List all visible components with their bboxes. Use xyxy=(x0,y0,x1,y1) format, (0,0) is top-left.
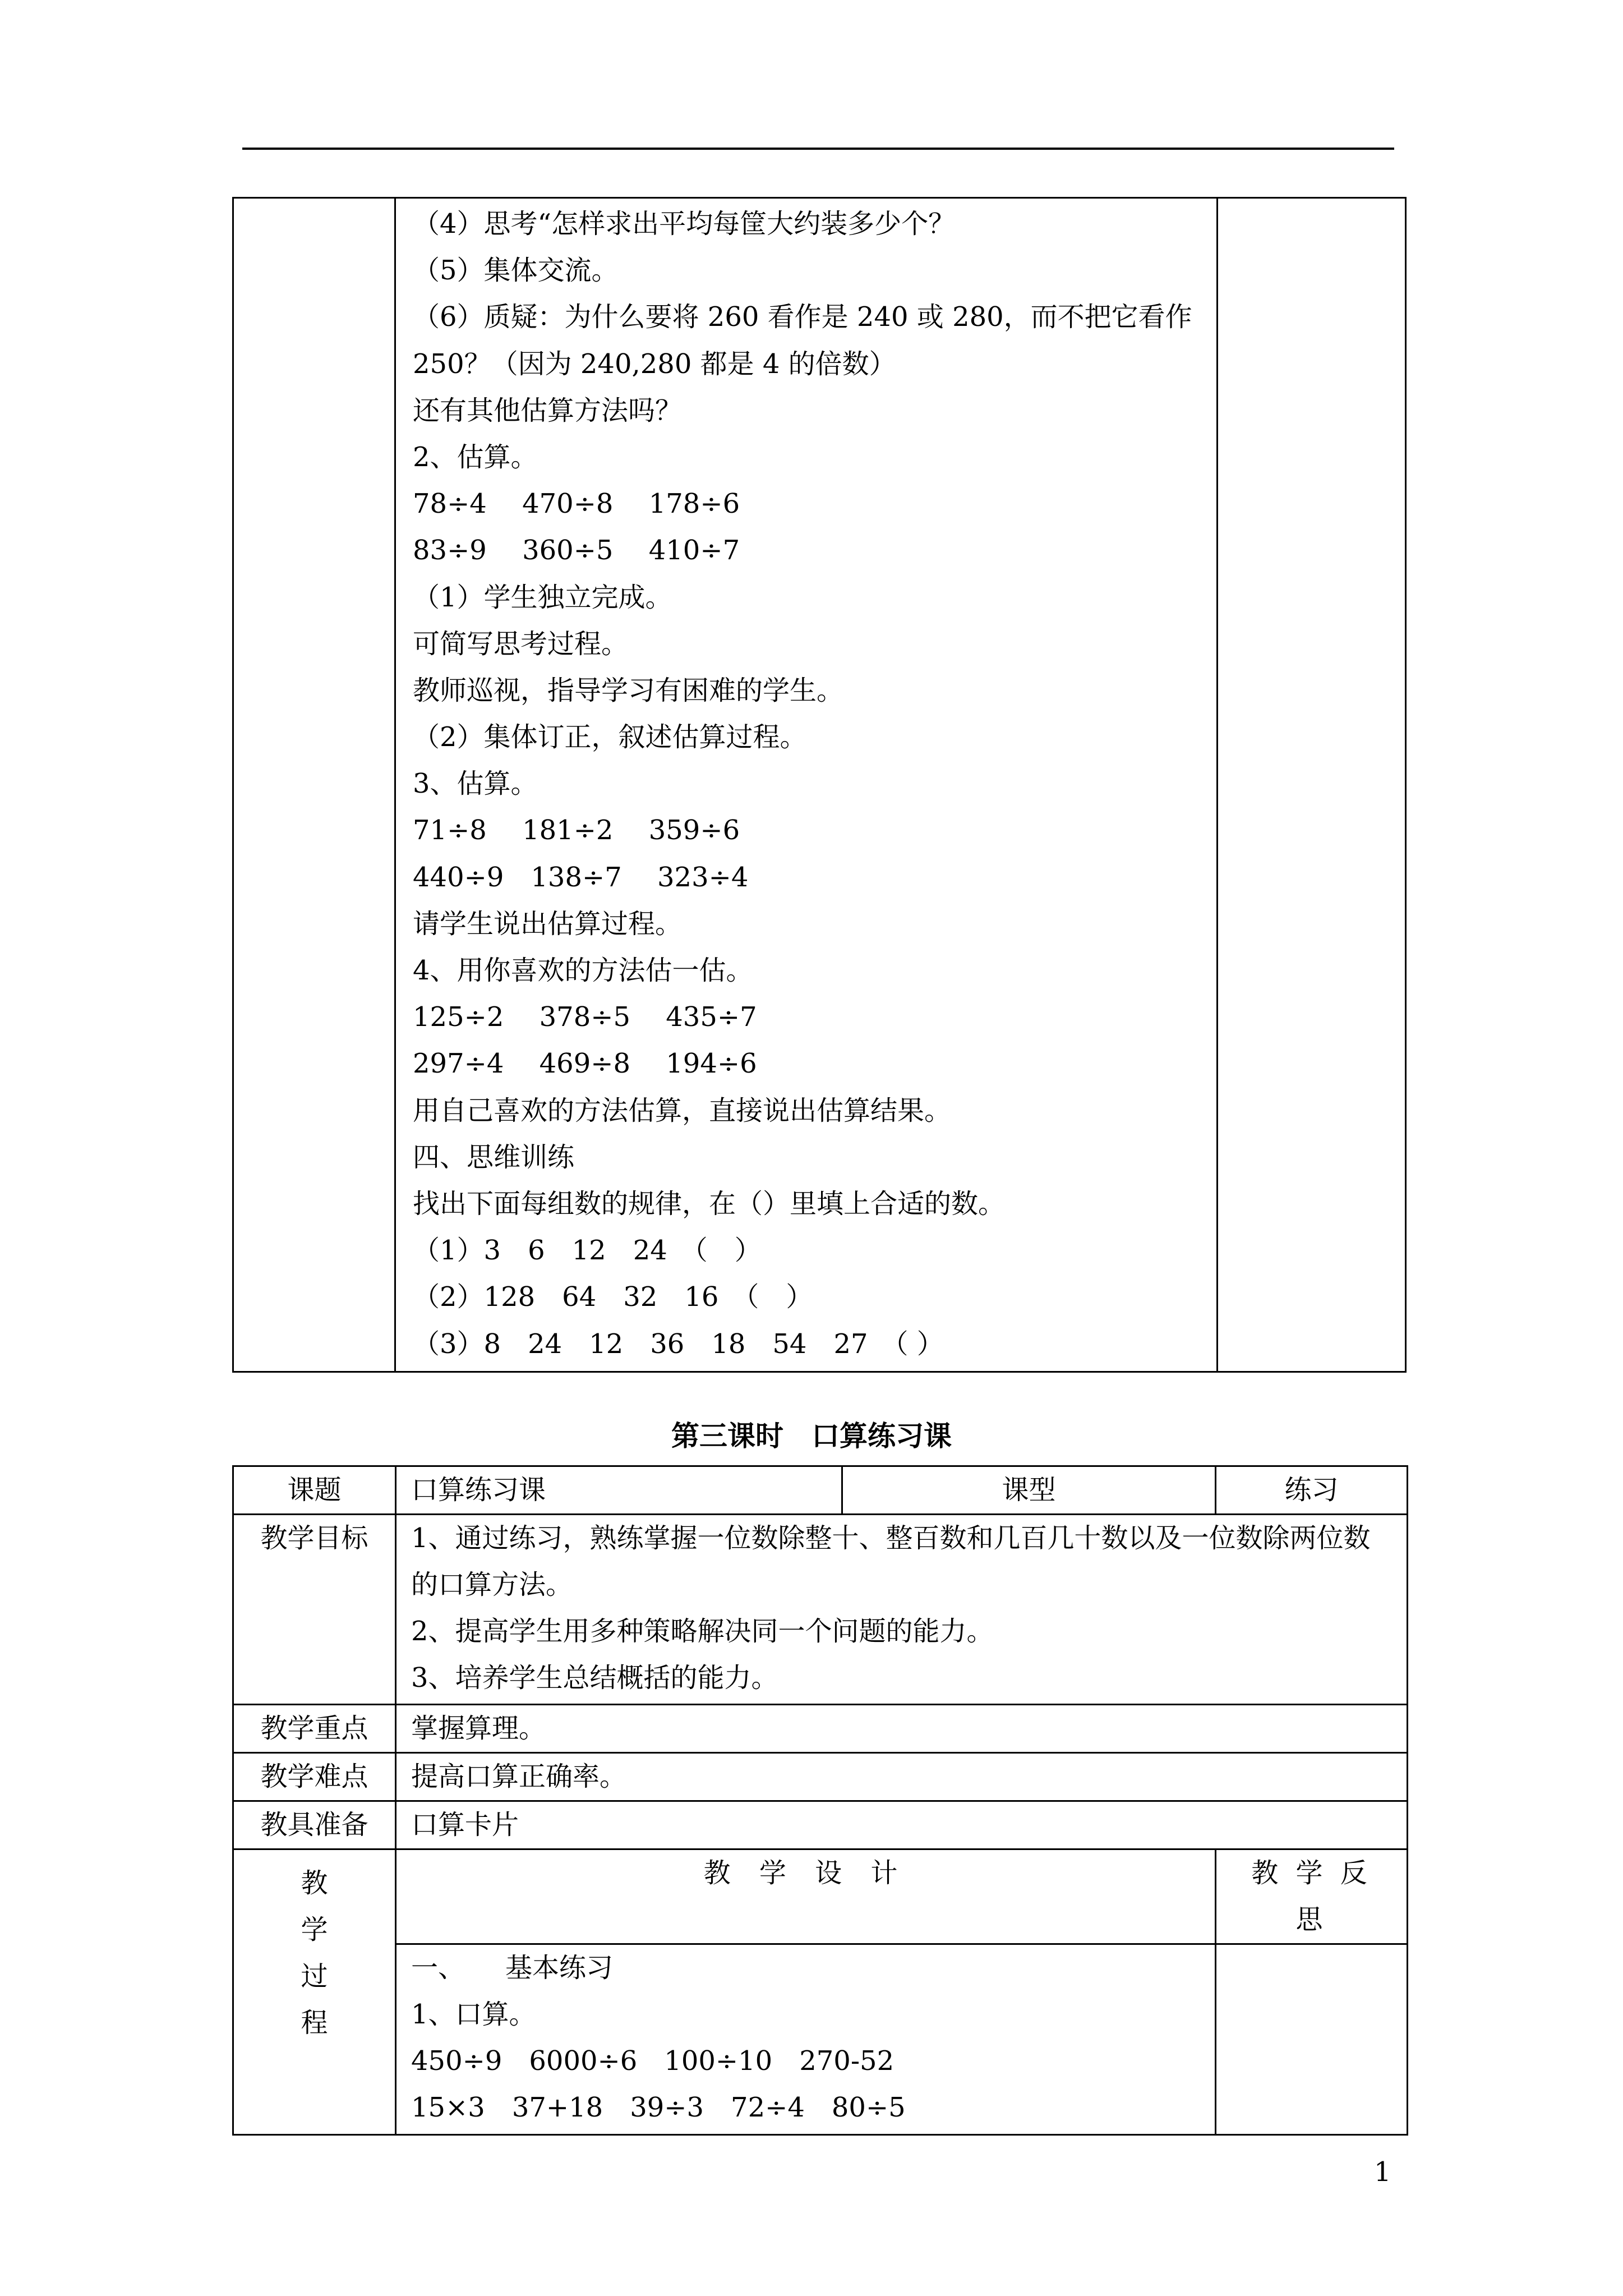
content-line: （4）思考“怎样求出平均每筐大约装多少个？ xyxy=(413,208,956,240)
process-line: 一、 基本练习 xyxy=(411,1952,614,1984)
table-divider-left xyxy=(394,199,396,1371)
process-line: 15×3 37+18 39÷3 72÷4 80÷5 xyxy=(411,2092,906,2123)
content-line: 可简写思考过程。 xyxy=(413,628,629,660)
content-line: 3、估算。 xyxy=(413,768,538,800)
table-row xyxy=(233,1515,1408,1705)
difficulty-value: 提高口算正确率。 xyxy=(396,1753,1408,1801)
content-line: 250？（因为 240,280 都是 4 的倍数） xyxy=(413,348,896,380)
process-label xyxy=(233,1849,396,2135)
content-line: 找出下面每组数的规律，在（）里填上合适的数。 xyxy=(413,1188,1006,1220)
content-line: （3）8 24 12 36 18 54 27 （ ） xyxy=(413,1328,944,1360)
process-label-char: 教 xyxy=(301,1867,328,1899)
table-row xyxy=(233,1466,1408,1515)
content-line: （2）集体订正，叙述估算过程。 xyxy=(413,721,807,753)
content-line: 83÷9 360÷5 410÷7 xyxy=(413,535,740,567)
key-label: 教学重点 xyxy=(233,1705,396,1753)
topic-label: 课题 xyxy=(233,1466,396,1515)
page-number: 1 xyxy=(1374,2156,1391,2188)
content-line: 四、思维训练 xyxy=(413,1141,575,1173)
table-row xyxy=(233,1944,1408,2135)
content-line: 440÷9 138÷7 323÷4 xyxy=(413,861,749,893)
table-divider-right xyxy=(1216,199,1218,1371)
content-line: 71÷8 181÷2 359÷6 xyxy=(413,815,740,846)
reflection-header: 教 学 反 思 xyxy=(1216,1849,1408,1944)
header-rule xyxy=(242,148,1394,150)
content-line: （1）学生独立完成。 xyxy=(413,581,672,613)
table-row xyxy=(233,1705,1408,1753)
type-label: 课型 xyxy=(842,1466,1216,1515)
goal-item: 1、通过练习，熟练掌握一位数除整十、整百数和几百几十数以及一位数除两位数的口算方法。 xyxy=(411,1522,1371,1600)
process-line: 450÷9 6000÷6 100÷10 270-52 xyxy=(411,2045,895,2077)
type-value: 练习 xyxy=(1216,1466,1408,1515)
process-label-char: 程 xyxy=(301,2007,328,2039)
table-row xyxy=(233,1849,1408,1944)
content-line: 2、估算。 xyxy=(413,441,538,473)
difficulty-label: 教学难点 xyxy=(233,1753,396,1801)
content-line: 78÷4 470÷8 178÷6 xyxy=(413,488,740,520)
content-line: （1）3 6 12 24 （ ） xyxy=(413,1235,762,1267)
table-row xyxy=(233,1801,1408,1849)
process-line: 1、口算。 xyxy=(411,1999,536,2030)
content-line: 297÷4 469÷8 194÷6 xyxy=(413,1048,757,1080)
prep-label: 教具准备 xyxy=(233,1801,396,1849)
table-row xyxy=(233,1753,1408,1801)
content-line: 请学生说出估算过程。 xyxy=(413,908,683,940)
content-line: （6）质疑：为什么要将 260 看作是 240 或 280，而不把它看作 xyxy=(413,301,1192,333)
design-header: 教 学 设 计 xyxy=(396,1849,1216,1944)
process-label-char: 过 xyxy=(301,1961,328,1992)
process-content xyxy=(396,1944,1216,2135)
content-line: （2）128 64 32 16 （ ） xyxy=(413,1281,813,1313)
content-line: （5）集体交流。 xyxy=(413,255,619,287)
lesson-plan-table xyxy=(232,1465,1408,2136)
content-line: 教师巡视，指导学习有困难的学生。 xyxy=(413,674,844,706)
prep-value: 口算卡片 xyxy=(396,1801,1408,1849)
key-value: 掌握算理。 xyxy=(396,1705,1408,1753)
continuation-content xyxy=(413,201,1198,1368)
content-line: 还有其他估算方法吗？ xyxy=(413,394,683,426)
content-line: 4、用你喜欢的方法估一估。 xyxy=(413,955,753,986)
topic-value: 口算练习课 xyxy=(396,1466,842,1515)
goal-item: 2、提高学生用多种策略解决同一个问题的能力。 xyxy=(411,1616,994,1647)
goal-item: 3、培养学生总结概括的能力。 xyxy=(411,1662,778,1694)
goals-label: 教学目标 xyxy=(233,1515,396,1705)
process-label-char: 学 xyxy=(301,1914,328,1945)
reflection-cell xyxy=(1216,1944,1408,2135)
content-line: 用自己喜欢的方法估算，直接说出估算结果。 xyxy=(413,1094,952,1126)
lesson-title: 第三课时 口算练习课 xyxy=(671,1420,952,1452)
goals-cell xyxy=(396,1515,1408,1705)
content-line: 125÷2 378÷5 435÷7 xyxy=(413,1001,757,1033)
